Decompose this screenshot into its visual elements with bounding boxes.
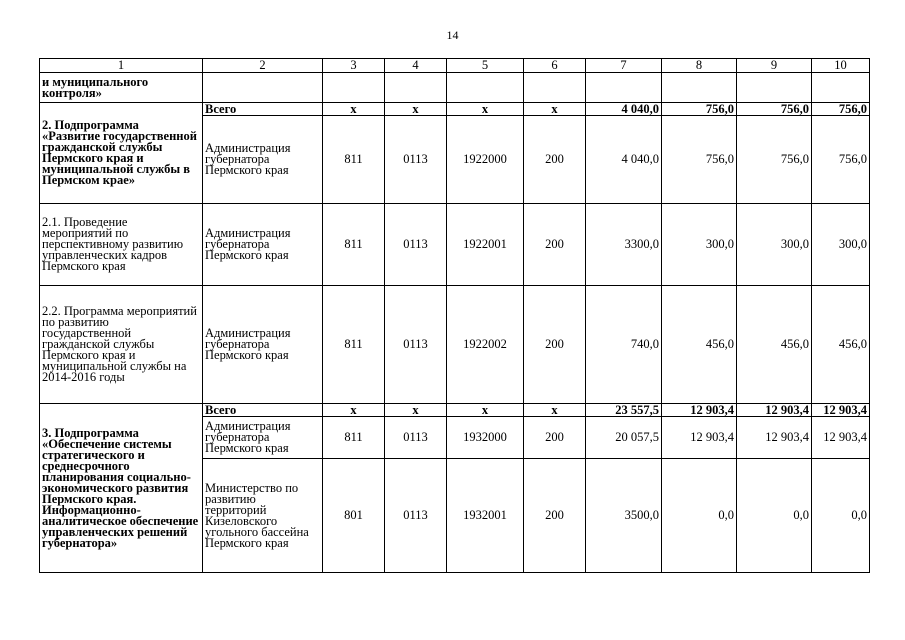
row-name: 2.1. Проведение мероприятий по перспективному развитию управленческих кадров Пермского края <box>40 204 203 286</box>
cell: х <box>323 103 385 116</box>
cell: 740,0 <box>586 286 662 404</box>
cell: 300,0 <box>812 204 870 286</box>
cell-recipient: Администрация губернатора Пермского края <box>203 204 323 286</box>
cell: 756,0 <box>737 116 812 204</box>
cell: 3300,0 <box>586 204 662 286</box>
cell: 0113 <box>385 286 447 404</box>
cell: 456,0 <box>662 286 737 404</box>
header-cell: 5 <box>447 59 524 73</box>
cell: 200 <box>524 417 586 459</box>
cell: 1922001 <box>447 204 524 286</box>
header-cell: 7 <box>586 59 662 73</box>
cell: х <box>524 103 586 116</box>
cell: 756,0 <box>662 116 737 204</box>
cell: 756,0 <box>662 103 737 116</box>
table-row <box>40 286 870 404</box>
cell: х <box>323 404 385 417</box>
table-row-total <box>40 404 870 417</box>
row-name: 3. Подпрограмма «Обеспечение системы стратегического и среднесрочного планирования социально-экономического развития Пермского края. Информационно-аналитическое обеспечение управленческих решений губернатора» <box>40 404 203 573</box>
cell: х <box>447 103 524 116</box>
cell: 23 557,5 <box>586 404 662 417</box>
cell: 12 903,4 <box>662 417 737 459</box>
cell: х <box>447 404 524 417</box>
cell: 0,0 <box>812 459 870 573</box>
cell: 0113 <box>385 417 447 459</box>
header-cell: 2 <box>203 59 323 73</box>
cell: 3500,0 <box>586 459 662 573</box>
page-number: 14 <box>446 28 459 42</box>
header-cell: 4 <box>385 59 447 73</box>
table-row <box>40 204 870 286</box>
cell: 4 040,0 <box>586 103 662 116</box>
cell: 300,0 <box>737 204 812 286</box>
cell: х <box>385 404 447 417</box>
cell: 456,0 <box>812 286 870 404</box>
cell-recipient: Администрация губернатора Пермского края <box>203 116 323 204</box>
cell: 1922002 <box>447 286 524 404</box>
cell: 1932001 <box>447 459 524 573</box>
row-name: 2. Подпрограмма «Развитие государственной гражданской службы Пермского края и муниципальной службы в Пермском крае» <box>40 103 203 204</box>
cell: 300,0 <box>662 204 737 286</box>
table-row-total <box>40 103 870 116</box>
budget-table <box>39 58 870 573</box>
cell: 0113 <box>385 459 447 573</box>
cell: 12 903,4 <box>737 404 812 417</box>
cell: 12 903,4 <box>662 404 737 417</box>
table-row <box>40 73 870 103</box>
row-name: и муниципального контроля» <box>40 73 203 103</box>
cell-recipient: Всего <box>203 404 323 417</box>
header-cell: 8 <box>662 59 737 73</box>
cell: 811 <box>323 116 385 204</box>
cell: 12 903,4 <box>812 417 870 459</box>
table-header-row <box>40 59 870 73</box>
cell: 756,0 <box>737 103 812 116</box>
cell: 12 903,4 <box>737 417 812 459</box>
cell: 4 040,0 <box>586 116 662 204</box>
cell: 1932000 <box>447 417 524 459</box>
cell-recipient: Министерство по развитию территорий Кизеловского угольного бассейна Пермского края <box>203 459 323 573</box>
cell: 1922000 <box>447 116 524 204</box>
row-name: 2.2. Программа мероприятий по развитию государственной гражданской службы Пермского края и муниципальной службы на 2014-2016 годы <box>40 286 203 404</box>
cell: 756,0 <box>812 103 870 116</box>
header-cell: 1 <box>40 59 203 73</box>
cell: х <box>385 103 447 116</box>
cell: 0113 <box>385 116 447 204</box>
cell-recipient: Всего <box>203 103 323 116</box>
cell: 811 <box>323 417 385 459</box>
cell: 801 <box>323 459 385 573</box>
header-cell: 3 <box>323 59 385 73</box>
cell: 456,0 <box>737 286 812 404</box>
cell: 0113 <box>385 204 447 286</box>
cell: 200 <box>524 459 586 573</box>
cell-recipient: Администрация губернатора Пермского края <box>203 286 323 404</box>
header-cell: 9 <box>737 59 812 73</box>
cell: 20 057,5 <box>586 417 662 459</box>
header-cell: 10 <box>812 59 870 73</box>
cell: 811 <box>323 204 385 286</box>
header-cell: 6 <box>524 59 586 73</box>
cell: 200 <box>524 286 586 404</box>
cell: 0,0 <box>737 459 812 573</box>
cell: 811 <box>323 286 385 404</box>
cell: 0,0 <box>662 459 737 573</box>
cell: 200 <box>524 204 586 286</box>
cell: 756,0 <box>812 116 870 204</box>
cell: х <box>524 404 586 417</box>
cell: 12 903,4 <box>812 404 870 417</box>
cell-recipient: Администрация губернатора Пермского края <box>203 417 323 459</box>
cell: 200 <box>524 116 586 204</box>
